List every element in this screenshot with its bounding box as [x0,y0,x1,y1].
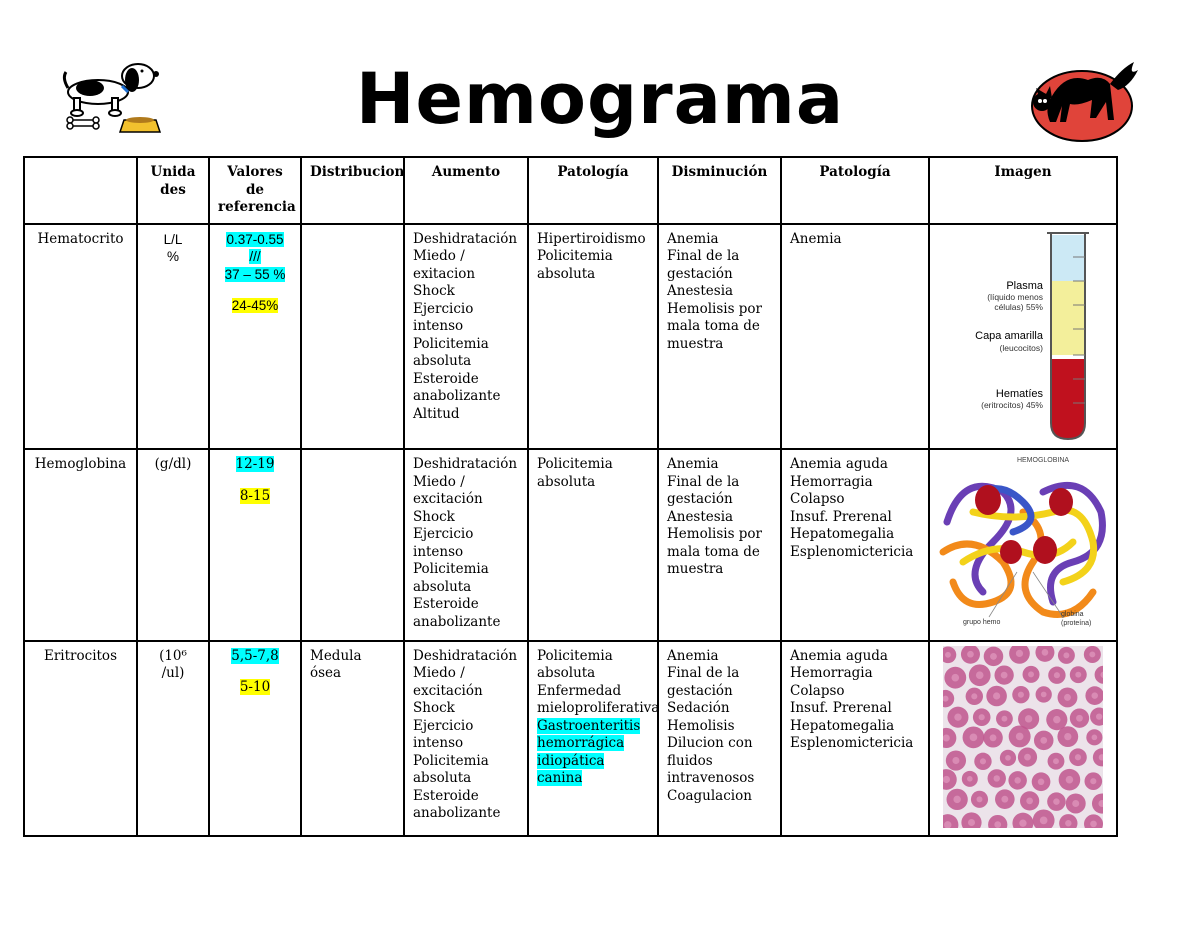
header-distribution: Distribucion [301,157,404,224]
red-blood-cell-center [1001,715,1007,721]
pathology-increase-cell [528,641,658,837]
red-blood-cell-smear-image [943,646,1103,828]
tube-label-rbc-sub: (eritrocitos) 45% [981,399,1043,410]
reference-value-percent: 37 – 55 % [224,266,286,282]
red-blood-cell-center [954,713,961,720]
table-row [24,641,1117,837]
pathology-decrease-cell: Anemia aguda Hemorragia Colapso Insuf. Prerenal Hepatomegalia Esplenomictericia [781,449,929,641]
red-blood-cell-center [993,692,1000,699]
red-blood-cell-center [951,673,959,681]
red-blood-cell-center [1089,651,1095,657]
reference-value-secondary: 5-10 [239,679,271,695]
increase-cell: Deshidratación Miedo / exitacion Shock Ejercicio intenso Policitemia absoluta Esteroide anabolizante Altitud [404,224,528,450]
red-blood-cell-center [1040,816,1048,824]
red-blood-cell-center [1091,692,1098,699]
distribution-cell: Medula ósea [301,641,404,837]
red-blood-cell-center [967,650,974,657]
pathology-increase-text: Policitemia absoluta Enfermedad mieloproliferativa [537,647,660,716]
red-blood-cell-center [1053,758,1059,764]
pathology-highlight-line: hemorrágica [537,735,625,751]
image-cell [929,224,1117,450]
red-blood-cell-center [943,775,950,782]
hemoglobin-label-heme: grupo hemo [963,619,1001,626]
header-row [24,157,1117,224]
header-units: Unidades [137,157,209,224]
red-blood-cell-center [1019,819,1026,826]
tube-red-cells [1051,359,1085,439]
red-blood-cell-center [990,734,997,741]
pathology-increase-cell: Hipertiroidismo Policitemia absoluta [528,224,658,450]
unit-cell: L/L % [137,224,209,450]
red-blood-cell-center [1016,732,1024,740]
red-blood-cell-center [1075,754,1081,760]
red-blood-cell-center [1090,820,1097,827]
hemogram-table [23,156,1118,837]
reference-value-secondary: 24-45% [231,298,279,313]
unit-cell: (g/dl) [137,449,209,641]
red-blood-cell-center [990,652,997,659]
red-blood-cell-center [976,671,984,679]
hemoglobin-title: HEMOGLOBINA [1016,457,1070,464]
page-title: Hemograma [355,58,845,140]
tube-label-buffy: Capa amarilla [975,329,1043,342]
row-name: Eritrocitos [24,641,137,837]
red-blood-cell-center [943,734,950,741]
red-blood-cell-center [970,733,978,741]
red-blood-cell-center [1024,753,1031,760]
red-blood-cell-center [1054,672,1060,678]
tube-buffy-coat [1051,355,1085,359]
header-image: Imagen [929,157,1117,224]
red-blood-cell-center [977,796,983,802]
red-blood-cell-center [1042,649,1049,656]
red-blood-cell-center [1001,671,1008,678]
dog-clipart [60,58,164,134]
tube-label-plasma-sub2: células) 55% [994,301,1043,312]
row-name: Hematocrito [24,224,137,450]
decrease-cell: Anemia Final de la gestación Sedación Hemolisis Dilucion con fluidos intravenosos Coagulacion [658,641,781,837]
red-blood-cell-center [1053,715,1060,722]
red-blood-cell-center [1065,820,1071,826]
red-blood-cell-center [979,714,985,720]
distribution-cell [301,224,404,450]
black-cat-clipart [1030,56,1142,144]
increase-cell: Deshidratación Miedo / excitación Shock Ejercicio intenso Policitemia absoluta Esteroide anabolizante [404,449,528,641]
table-row [24,449,1117,641]
header-pathology-increase: Patología [528,157,658,224]
header-reference-values: Valores de referencia [209,157,301,224]
distribution-cell [301,449,404,641]
red-blood-cell-center [952,757,959,764]
red-blood-cell-center [1014,777,1020,783]
decrease-cell: Anemia Final de la gestación Anestesia Hemolisis por mala toma de muestra [658,449,781,641]
red-blood-cell-center [1016,649,1023,656]
pathology-decrease-cell: Anemia aguda Hemorragia Colapso Insuf. Prerenal Hepatomegalia Esplenomictericia [781,641,929,837]
red-blood-cell-center [1028,671,1034,677]
row-name: Hemoglobina [24,449,137,641]
pathology-highlight-line: Gastroenteritis [537,717,641,734]
header-empty [24,157,137,224]
tube-label-plasma-sub1: (líquido menos [987,291,1043,302]
red-blood-cell-center [1064,693,1071,700]
red-blood-cell-center [1018,691,1024,697]
header-pathology-decrease: Patología [781,157,929,224]
red-blood-cell-center [1025,715,1032,722]
reference-separator: /// [249,249,261,264]
red-blood-cell-center [1053,798,1059,804]
reference-cell [209,449,301,641]
red-blood-cell-center [1092,734,1098,740]
red-blood-cell-center [1076,714,1083,721]
red-blood-cell-center [1075,671,1081,677]
image-cell [929,449,1117,641]
pathology-highlight-line: idiopática canina [537,752,605,786]
tube-top [1051,235,1085,281]
red-blood-cell-center [945,651,951,657]
red-blood-cell-center [968,818,975,825]
increase-cell: Deshidratación Miedo / excitación Shock Ejercicio intenso Policitemia absoluta Esteroide anabolizante [404,641,528,837]
reference-cell [209,224,301,450]
reference-value: 5,5-7,8 [231,647,279,664]
reference-cell [209,641,301,837]
tube-label-rbc: Hematíes [995,387,1043,400]
red-blood-cell-center [1072,799,1079,806]
red-blood-cell-center [1040,736,1047,743]
pathology-decrease-cell: Anemia [781,224,929,450]
image-cell [929,641,1117,837]
red-blood-cell-center [967,776,973,782]
red-blood-cell-center [1064,732,1071,739]
reference-value-secondary: 8-15 [239,487,271,504]
tube-plasma [1051,281,1085,355]
tube-label-buffy-sub: (leucocitos) [999,342,1043,353]
red-blood-cell-center [971,693,977,699]
red-blood-cell-center [953,795,960,802]
red-blood-cell-center [1066,775,1074,783]
hemoglobin-label-globin: globina [1061,611,1084,618]
red-blood-cell-center [1041,691,1047,697]
red-blood-cell-center [994,821,1001,828]
pathology-increase-cell: Policitemia absoluta [528,449,658,641]
blood-tube-diagram [933,227,1113,441]
reference-value: 0.37-0.55 [226,231,284,247]
red-blood-cell-center [1096,713,1102,719]
red-blood-cell-center [980,758,986,764]
red-blood-cell-center [1090,778,1096,784]
hemoglobin-molecule-diagram [933,452,1113,632]
hemoglobin-label-protein: (proteína) [1061,620,1092,627]
red-blood-cell-center [1005,755,1011,761]
red-blood-cell-center [1026,797,1033,804]
table-row [24,224,1117,450]
header-increase: Aumento [404,157,528,224]
reference-value: 12-19 [235,456,275,472]
unit-cell: (10⁶ /ul) [137,641,209,837]
red-blood-cell-center [1038,778,1045,785]
red-blood-cell-center [1001,795,1008,802]
red-blood-cell-center [994,775,1000,781]
decrease-cell: Anemia Final de la gestación Anestesia Hemolisis por mala toma de muestra [658,224,781,450]
header-decrease: Disminución [658,157,781,224]
tube-label-plasma: Plasma [1006,279,1043,292]
red-blood-cell-center [1063,652,1069,658]
